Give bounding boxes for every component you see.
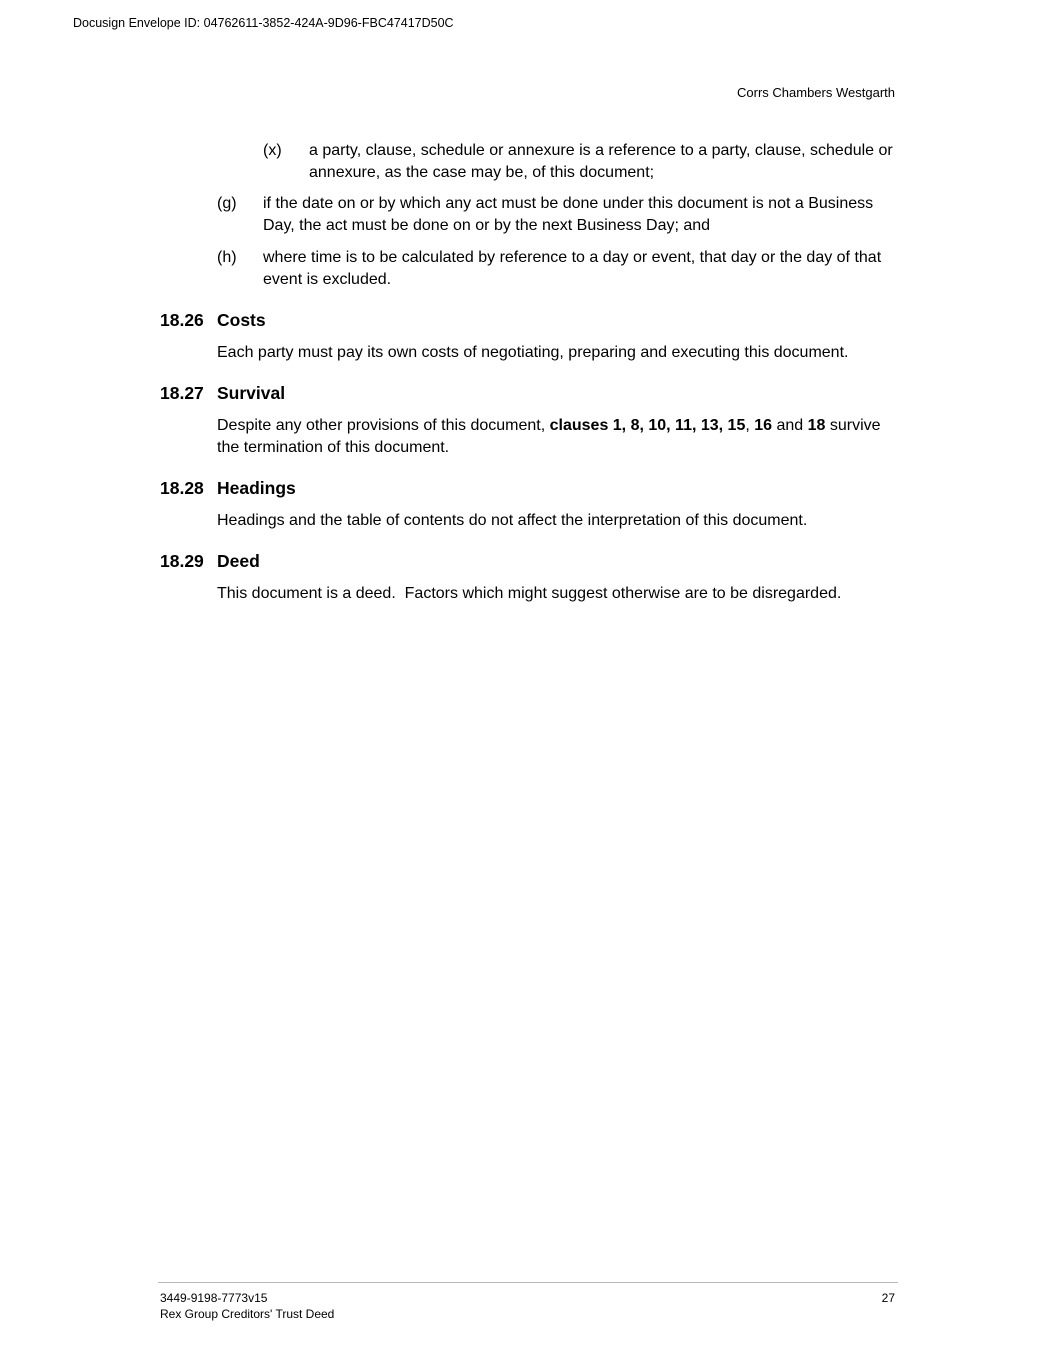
firm-name-header: Corrs Chambers Westgarth — [737, 85, 895, 100]
sub-item-x — [263, 140, 903, 184]
footer-document-reference — [160, 1290, 334, 1322]
section-title: Costs — [217, 310, 266, 330]
section-body-survival — [217, 415, 903, 459]
docusign-envelope-id: Docusign Envelope ID: 04762611-3852-424A-9D96-FBC47417D50C — [73, 16, 454, 30]
list-item-g — [217, 193, 903, 237]
section-title: Headings — [217, 478, 296, 498]
section-body-deed: This document is a deed. Factors which might suggest otherwise are to be disregarded. — [217, 585, 842, 602]
item-text-h: where time is to be calculated by reference to a day or event, that day or the day of that event is excluded. — [263, 249, 882, 288]
page-number: 27 — [881, 1291, 895, 1305]
list-item-h — [217, 247, 903, 291]
survival-comma: , — [745, 417, 755, 434]
survival-clause-16: 16 — [754, 417, 773, 434]
section-number: 18.27 — [160, 383, 204, 403]
footer-divider — [158, 1282, 898, 1283]
section-body-headings: Headings and the table of contents do not affect the interpretation of this document. — [217, 512, 808, 529]
section-heading-costs — [160, 309, 266, 331]
survival-text-post: survive the termination of this document. — [217, 417, 881, 456]
survival-and: and — [772, 417, 808, 434]
item-text-g: if the date on or by which any act must be done under this document is not a Business Day, the act must be done on or by the next Business Day; and — [263, 195, 874, 234]
footer-doc-ref: 3449-9198-7773v15 — [160, 1291, 268, 1305]
survival-text-pre: Despite any other provisions of this document, — [217, 417, 550, 434]
section-number: 18.26 — [160, 310, 204, 330]
section-body-costs: Each party must pay its own costs of negotiating, preparing and executing this document. — [217, 344, 849, 361]
survival-clause-18: 18 — [807, 417, 826, 434]
item-marker-h: (h) — [217, 249, 237, 266]
item-marker-g: (g) — [217, 195, 237, 212]
section-heading-survival — [160, 382, 285, 404]
section-heading-headings — [160, 477, 296, 499]
item-text-x: a party, clause, schedule or annexure is a reference to a party, clause, schedule or annexure, as the case may be, of this document; — [309, 142, 893, 181]
item-marker-x: (x) — [263, 142, 282, 159]
section-title: Deed — [217, 551, 260, 571]
section-number: 18.28 — [160, 478, 204, 498]
section-title: Survival — [217, 383, 286, 403]
section-number: 18.29 — [160, 551, 204, 571]
section-heading-deed — [160, 550, 260, 572]
footer-doc-title: Rex Group Creditors' Trust Deed — [160, 1307, 335, 1321]
survival-clauses-list: clauses 1, 8, 10, 11, 13, 15 — [549, 417, 746, 434]
